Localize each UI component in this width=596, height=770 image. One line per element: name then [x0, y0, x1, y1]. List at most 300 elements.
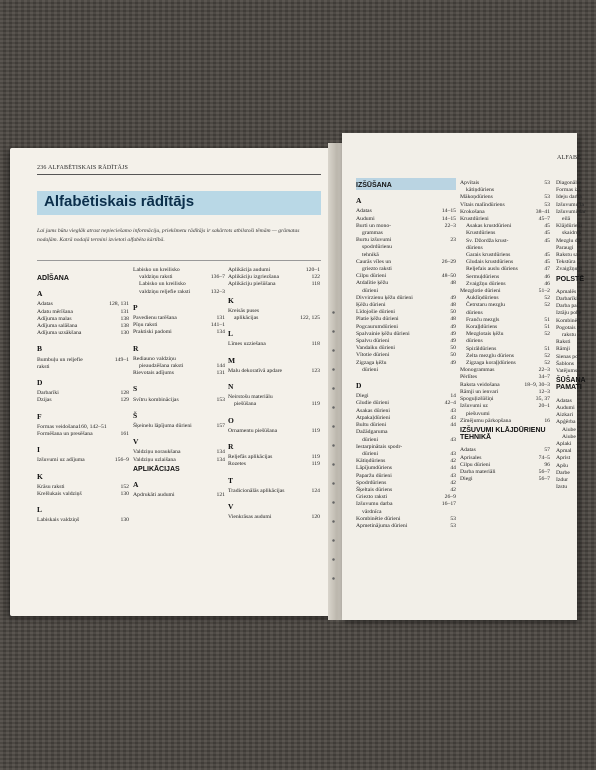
index-term: Labisko un kreilisko	[139, 281, 186, 288]
index-term: Ķēžu dūrieni	[356, 302, 386, 309]
index-term: Adatu mērīšana	[37, 308, 73, 315]
index-term: Adatas	[460, 447, 476, 454]
index-page-number: 42	[450, 479, 456, 486]
index-page-number: 153	[216, 396, 225, 403]
index-page-number: 48	[450, 302, 456, 309]
index-term: Mezglotais ķēžu	[466, 331, 504, 338]
index-page-number: 149–1	[114, 356, 129, 363]
index-term: Adatas	[556, 397, 572, 404]
index-entry	[460, 476, 550, 483]
index-term: Franču mezgls	[466, 316, 500, 323]
index-term: Malu dekoratīvā apdare	[228, 367, 283, 374]
index-page-number: 128	[120, 390, 129, 397]
index-term: Burti un mono-	[356, 222, 392, 229]
index-term: Griezto raksti	[356, 494, 388, 501]
index-term: Krokošana	[460, 208, 485, 215]
index-term: Apmetinājuma dūrieni	[356, 522, 408, 529]
index-letter: V	[133, 437, 139, 447]
index-term: Apmalēs	[556, 288, 577, 295]
index-page-number: 53	[544, 180, 550, 186]
index-page-number: 42	[450, 458, 456, 465]
index-term: Darba pal	[556, 303, 579, 310]
index-letter: B	[37, 344, 43, 354]
index-term: Iztāju pobe	[556, 310, 582, 317]
index-page-number: 57	[544, 447, 550, 454]
index-entry	[556, 463, 596, 470]
index-entry	[556, 296, 596, 303]
index-page-number: 120	[311, 514, 320, 521]
index-page-number: 52	[544, 352, 550, 359]
index-section-heading: IZŠŪŠANA	[356, 182, 392, 189]
index-page-number: 141–1	[210, 322, 225, 329]
index-entry	[556, 238, 596, 245]
right-running-head: ALFABĒ	[557, 155, 582, 161]
index-letter: M	[228, 355, 236, 365]
intro-text: Lai jums būtu vieglāk atrast nepieciešamo informāciju, priekšmetu rādītājs ir sakārtots atbilstoši tēmām — grāmatas nodaļām. Katrā nodaļā termini izvietoti alfabēta kārtībā.	[37, 228, 300, 243]
index-letter: L	[228, 329, 234, 339]
index-entry	[460, 403, 550, 410]
index-entry	[37, 364, 129, 371]
index-entry	[228, 267, 320, 274]
index-entry	[556, 398, 596, 405]
index-page-number: 49	[450, 323, 456, 330]
index-term: Iestarpinātais spodr-	[356, 443, 403, 450]
index-term: spodrdūrienu	[362, 244, 393, 251]
index-page-number: 130	[120, 330, 129, 337]
index-page-number: 52	[544, 295, 550, 302]
index-letter: P	[133, 302, 138, 312]
index-page-number: 45	[544, 237, 550, 244]
index-entry	[556, 259, 596, 266]
index-term: Darba materiāli	[460, 468, 496, 475]
index-page-number: 45	[544, 223, 550, 230]
index-letter: K	[228, 295, 234, 305]
index-entry	[228, 428, 320, 435]
index-page-number	[547, 338, 550, 345]
index-term: Pogcaurumdūrieni	[356, 323, 399, 330]
index-page-number: 121	[216, 492, 225, 499]
index-entry	[133, 356, 225, 363]
index-entry	[228, 394, 320, 401]
index-term: Apšu	[556, 462, 569, 469]
index-term: aplikācijas	[234, 315, 259, 322]
index-entry	[460, 266, 550, 273]
index-term: Aplikāciju izgriezšana	[228, 274, 280, 281]
index-entry	[460, 346, 550, 353]
index-entry	[460, 382, 550, 389]
index-term: Auklīņdūriens	[466, 295, 499, 302]
index-entry	[556, 441, 596, 448]
index-page-number: 16–17	[441, 501, 456, 508]
index-term: Aiube	[562, 433, 576, 440]
index-entry	[556, 216, 596, 223]
index-page-number: 51	[544, 316, 550, 323]
index-term: Gludie dūrieni	[356, 400, 390, 407]
index-entry	[356, 429, 456, 436]
index-term: Aplikācija audumi	[228, 267, 271, 273]
index-page-number: 119	[311, 401, 320, 408]
index-term: Spirāldūriens	[466, 345, 497, 352]
index-page-number: 128, 131	[109, 301, 129, 308]
index-entry	[556, 209, 596, 216]
index-term: Mākoņdūriens	[460, 194, 493, 201]
index-term: Zvaigžņu d	[556, 266, 582, 273]
index-page-number: 52	[544, 302, 550, 309]
index-letter: V	[228, 502, 234, 512]
index-term: Aiube	[562, 426, 576, 433]
index-term: Vītais malīndūriens	[460, 201, 505, 208]
index-term: Kombinēti	[556, 317, 581, 324]
index-entry	[556, 230, 596, 237]
index-letter: S	[133, 384, 138, 394]
index-entry	[356, 273, 456, 280]
index-term: dūrieni	[362, 366, 379, 373]
index-term: grammas	[362, 230, 383, 237]
index-entry	[460, 447, 550, 454]
index-entry	[556, 339, 596, 346]
index-page-number	[453, 288, 456, 295]
index-page-number: 122, 125	[300, 315, 320, 322]
index-term: Pīņu raksti	[133, 322, 158, 329]
index-term: Bultu dūrieni	[356, 422, 387, 429]
index-entry	[228, 368, 320, 375]
index-entry	[556, 419, 596, 426]
index-entry	[133, 370, 225, 377]
index-entry	[356, 288, 456, 295]
index-page-number	[222, 281, 225, 288]
index-term: Izstu	[556, 484, 568, 491]
index-entry	[356, 252, 456, 259]
index-entry	[37, 357, 129, 364]
index-term: Neirstošu materiālu	[228, 394, 273, 401]
index-term: Formas izv	[556, 187, 582, 194]
index-entry	[356, 280, 456, 287]
index-entry	[356, 367, 456, 374]
index-letter: T	[228, 475, 234, 485]
index-term: piešuvumi	[466, 410, 490, 417]
index-page-number: 49	[450, 330, 456, 337]
index-term: Rāmji un ienvari	[460, 388, 499, 395]
index-entry	[228, 341, 320, 348]
index-term: skaidrus	[562, 230, 581, 237]
index-page-number: 134	[216, 329, 225, 336]
index-term: Krustdūriens	[466, 230, 496, 237]
index-term: Tradicionālās aplikācijas	[228, 487, 285, 494]
index-term: Pogotais p	[556, 324, 580, 331]
index-term: Krāsu raksti	[37, 483, 65, 490]
index-entry	[37, 323, 129, 330]
index-page-number: 46	[544, 280, 550, 287]
index-page-number: 138	[120, 315, 129, 322]
index-entry	[556, 332, 596, 339]
index-entry	[356, 509, 456, 516]
index-section-heading: ADĪŠANA	[37, 275, 69, 282]
index-entry	[356, 309, 456, 316]
index-entry	[556, 180, 596, 187]
index-term: tehnikā	[362, 251, 379, 258]
right-page	[342, 133, 586, 620]
index-section-heading: APLIKĀCIJAS	[133, 465, 180, 473]
index-term: Sienas po	[556, 353, 578, 360]
index-term: vārdnīca	[362, 508, 382, 515]
index-page-number: 56–7	[538, 468, 550, 475]
index-entry	[356, 465, 456, 472]
index-entry	[228, 461, 320, 468]
index-entry	[133, 329, 225, 336]
index-entry	[556, 448, 596, 455]
index-page-number: 22–3	[538, 367, 550, 374]
index-page-number: 118	[311, 281, 320, 288]
index-letter: K	[37, 471, 43, 481]
index-entry	[460, 238, 550, 245]
index-page-number: 136–7	[210, 274, 225, 281]
index-page-number: 51	[544, 324, 550, 331]
index-term: Krelšukais valdziņš	[37, 491, 82, 498]
index-page-number: 152	[120, 483, 129, 490]
index-entry	[356, 316, 456, 323]
index-term: Aplaki	[556, 440, 572, 447]
index-page-number: 45	[544, 230, 550, 237]
index-term: kātiņdūriens	[466, 187, 495, 194]
index-term: Vītotie dūrieni	[356, 352, 390, 359]
index-term: Gludais krustdūriens	[466, 259, 514, 266]
index-page-number: 43	[450, 472, 456, 479]
index-letter: D	[356, 381, 362, 391]
index-entry	[556, 252, 596, 259]
index-page-number: 132–3	[210, 288, 225, 295]
right-col-1	[356, 180, 456, 530]
index-term: raksti	[37, 363, 50, 370]
index-page-number: 35, 37	[535, 396, 550, 403]
index-page-number	[547, 411, 550, 418]
index-entry	[460, 396, 550, 403]
index-term: Formas veidošana160, 142–51	[37, 423, 107, 430]
index-page-number: 130	[120, 491, 129, 498]
index-page-number	[453, 230, 456, 237]
index-entry	[460, 216, 550, 223]
index-entry	[460, 223, 550, 230]
index-page-number: 26–29	[441, 258, 456, 265]
index-term: Šablons	[556, 360, 575, 367]
index-entry	[460, 310, 550, 317]
index-term: Vandaiku dūrieni	[356, 345, 396, 352]
index-entry	[556, 354, 596, 361]
intro-divider	[37, 260, 321, 261]
index-term: Rakstu sa	[556, 252, 578, 259]
index-page-number: 51–2	[538, 288, 550, 295]
index-entry	[356, 458, 456, 465]
index-entry	[356, 473, 456, 480]
index-entry	[460, 230, 550, 237]
index-entry	[133, 267, 225, 274]
index-term: Bumbuļu un reljefie	[37, 356, 83, 363]
index-entry	[228, 315, 320, 322]
index-term: Ornamentu piešūšana	[228, 427, 278, 434]
index-entry	[37, 517, 129, 524]
index-entry	[228, 488, 320, 495]
index-term: Izšuvumi uz adījuma	[37, 457, 85, 464]
index-entry	[228, 454, 320, 461]
index-entry	[356, 266, 456, 273]
index-letter: A	[133, 480, 139, 490]
index-entry	[356, 230, 456, 237]
index-entry	[356, 480, 456, 487]
index-page-number: 161	[120, 431, 129, 438]
index-term: Labisko un kreilisko	[133, 267, 180, 273]
index-term: valdziņu raksti	[139, 274, 173, 281]
index-entry	[460, 389, 550, 396]
index-entry	[556, 477, 596, 484]
index-entry	[356, 216, 456, 223]
index-term: Adatas	[356, 208, 372, 215]
index-term: rakstu	[562, 332, 576, 339]
index-page-number	[547, 245, 550, 252]
index-entry	[460, 317, 550, 324]
index-entry	[133, 322, 225, 329]
index-page-number: 51	[544, 345, 550, 352]
index-entry	[228, 274, 320, 281]
index-term: Burtu izšuvumi	[356, 237, 392, 244]
index-term: Apvītais	[460, 180, 480, 186]
index-page-number: 53	[544, 201, 550, 208]
index-entry	[460, 302, 550, 309]
index-page-number: 44	[450, 422, 456, 429]
index-letter: A	[37, 289, 43, 299]
index-page-number: 23	[450, 237, 456, 244]
index-page-number: 119	[311, 454, 320, 461]
index-term: Šķeltais dūriens	[356, 486, 393, 493]
index-entry	[460, 288, 550, 295]
index-entry	[37, 424, 129, 431]
index-term: Asakas krustdūrieni	[466, 223, 512, 230]
index-term: griezto raksti	[362, 266, 392, 273]
index-entry	[556, 361, 596, 368]
index-entry	[37, 309, 129, 316]
index-page-number	[222, 356, 225, 363]
index-page-number: 134	[216, 456, 225, 463]
index-page-number: 48–50	[441, 273, 456, 280]
index-term: Izdur	[556, 476, 568, 483]
index-term: Krustdūrieni	[460, 216, 489, 223]
index-entry	[556, 303, 596, 310]
index-entry	[460, 462, 550, 469]
index-page-number: 47	[544, 266, 550, 273]
index-term: Cilpu dūrieni	[460, 461, 491, 468]
index-page-number: 22–3	[444, 222, 456, 229]
index-term: pieaudzēšana raksti	[139, 363, 184, 370]
index-entry	[556, 346, 596, 353]
index-term: Šķeinelu lāpījuma dūrieni	[133, 423, 192, 430]
index-page-number: 134	[216, 449, 225, 456]
index-entry	[356, 259, 456, 266]
index-term: Raksta veidošana	[460, 381, 500, 388]
index-page-number: 48	[450, 316, 456, 323]
index-page-number	[453, 367, 456, 374]
index-letter: Š	[133, 410, 138, 420]
index-letter: R	[133, 343, 139, 353]
index-entry	[356, 400, 456, 407]
index-term: Dažādgaruma	[356, 429, 388, 436]
right-col-2	[460, 180, 550, 483]
index-term: Svītru kombinācijas	[133, 396, 179, 403]
index-page-number: 43	[450, 414, 456, 421]
index-page-number: 56–7	[538, 476, 550, 483]
index-entry	[460, 411, 550, 418]
index-term: Sermuļdūriens	[466, 273, 500, 280]
index-term: Diegi	[460, 476, 473, 483]
index-term: Adījuma uzsākšana	[37, 330, 82, 337]
index-entry	[356, 302, 456, 309]
index-entry	[356, 324, 456, 331]
index-page-number: 14–15	[441, 215, 456, 222]
index-term: Cilpu dūrieni	[356, 273, 387, 280]
index-term: Zigzaga ķēžu	[356, 359, 387, 366]
index-page-number: 43	[450, 436, 456, 443]
index-term: Adījuma salāšana	[37, 323, 78, 330]
index-page-number: 45	[544, 252, 550, 259]
index-page-number: 26–9	[444, 494, 456, 501]
index-term: Zelta mezglu dūriens	[466, 352, 515, 359]
index-entry	[556, 455, 596, 462]
index-entry	[356, 408, 456, 415]
index-term: Formēšana un presēšana	[37, 431, 93, 438]
index-entry	[133, 289, 225, 296]
index-term: Aprisales	[460, 454, 482, 461]
index-page-number: 119	[311, 427, 320, 434]
index-entry	[356, 523, 456, 530]
index-entry	[356, 437, 456, 444]
index-term: Klājdūrieni	[556, 223, 582, 230]
index-term: Apmal	[556, 448, 572, 455]
index-section-heading: POLSTĒ	[556, 275, 585, 283]
index-entry	[37, 316, 129, 323]
index-term: Atpakaļdūrieni	[356, 414, 391, 421]
index-term: Zigzaga koraļļdūriens	[466, 360, 516, 367]
index-page-number: 120–1	[305, 267, 320, 273]
index-page-number: 122	[311, 274, 320, 281]
index-entry	[228, 514, 320, 521]
index-term: Aprist	[556, 455, 571, 462]
index-term: Rozetes	[228, 461, 247, 468]
index-page-number	[317, 394, 320, 401]
index-page-number: 43	[450, 450, 456, 457]
index-entry	[37, 491, 129, 498]
index-term: Tekstūra	[556, 259, 576, 266]
index-term: Vatējums	[556, 368, 578, 375]
index-entry	[228, 281, 320, 288]
index-entry	[556, 427, 596, 434]
index-page-number	[453, 266, 456, 273]
index-entry	[356, 295, 456, 302]
left-page	[10, 148, 335, 616]
index-page-number: 124	[311, 487, 320, 494]
index-term: eilā	[562, 216, 571, 223]
left-col-1	[37, 273, 129, 525]
index-page-number: 12–3	[538, 388, 550, 395]
index-entry	[356, 422, 456, 429]
index-entry	[556, 202, 596, 209]
index-page-number: 38–41	[535, 208, 550, 215]
index-page-number: 46	[544, 273, 550, 280]
index-entry	[133, 363, 225, 370]
index-letter: A	[356, 196, 362, 206]
index-entry	[37, 431, 129, 438]
index-term: Dzijas	[37, 397, 52, 404]
index-term: Diegi	[356, 393, 369, 400]
index-term: Lāpījumdūriens	[356, 465, 393, 472]
index-term: Vienkrāsas audumi	[228, 514, 272, 521]
index-term: Koraļļdūriens	[466, 324, 498, 331]
